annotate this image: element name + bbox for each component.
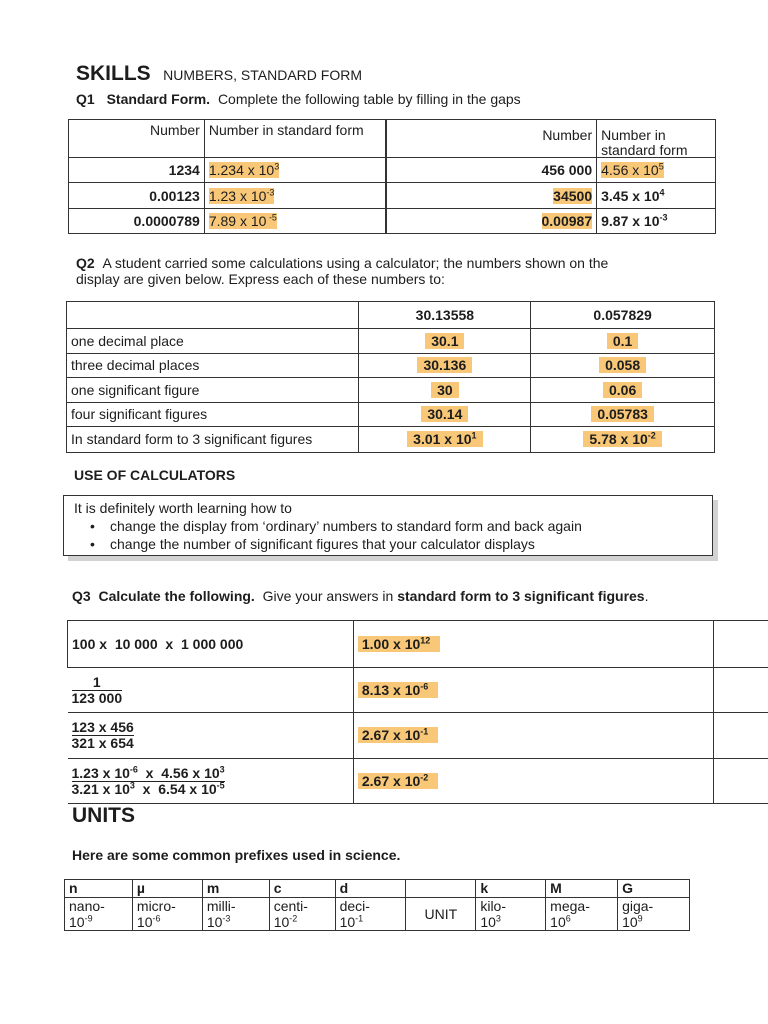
units-name-row: nano- micro- milli- centi- deci- UNIT kilo- mega- giga- <box>65 898 690 915</box>
q3-expression <box>68 668 354 713</box>
q1-instruction <box>76 91 521 107</box>
table-row <box>69 209 716 234</box>
q1-left-sf: 1.234 x $10^3$ <box>204 158 386 183</box>
q2-row-label: three decimal places <box>67 354 359 378</box>
q3-answer: 2.67 x $10^{-1}$ <box>353 713 713 759</box>
q3-fraction: $\frac{123 x 456}{321 x 654}$ <box>71 719 134 751</box>
q3-answer: 1.00 x $10^{12}$ <box>353 621 713 668</box>
q1-right-number: 0.00987 <box>386 209 597 234</box>
q2-row-label: In standard form to 3 significant figures <box>67 427 359 453</box>
q3-expression <box>68 713 354 759</box>
units-subheading: Here are some common prefixes used in science. <box>72 847 401 863</box>
q3-expression: 100 x 10 000 x 1 000 000 <box>68 621 354 668</box>
worksheet-header <box>76 62 362 86</box>
q3-fraction: $\frac{1.23 x 10^{-6} x 4.56 x 10^3}{3.21 x 10^3 x 6.54 x 10^{-5}}$ <box>71 764 225 797</box>
q1-left-header-sf: Number in standard form <box>204 120 386 158</box>
table-row <box>68 668 768 713</box>
table-row: one significant figure 30 0.06 <box>67 378 715 403</box>
table-row: one decimal place 30.1 0.1 <box>67 329 715 354</box>
table-row: four significant figures 30.14 0.05783 <box>67 403 715 427</box>
table-row <box>68 713 768 759</box>
q1-number: Q1 <box>76 91 95 107</box>
units-symbol-row: n µ m c d k M G <box>65 880 690 898</box>
q3-answer: 8.13 x $10^{-6}$ <box>353 668 713 713</box>
q1-left-sf: 1.23 x $10^{-3}$ <box>204 183 386 209</box>
table-row: three decimal places 30.136 0.058 <box>67 354 715 378</box>
units-prefix-table <box>64 879 690 931</box>
units-power-row: $10^{-9}$ $10^{-6}$ $10^{-3}$ $10^{-2}$ $10^{-1}$ $10^3$ $10^6$ $10^9$ <box>65 915 690 931</box>
calculators-heading: USE OF CALCULATORS <box>74 467 236 483</box>
q1-text: Complete the following table by filling in the gaps <box>217 91 521 107</box>
q3-answer: 2.67 x $10^{-2}$ <box>353 759 713 804</box>
q1-left-header-number: Number <box>69 120 205 158</box>
q1-left-number: 1234 <box>69 158 205 183</box>
q3-title: Calculate the following. <box>98 588 255 604</box>
q1-right-number: 34500 <box>386 183 597 209</box>
calculators-intro: It is definitely worth learning how to <box>74 500 292 516</box>
topic-heading: NUMBERS, STANDARD FORM <box>163 67 362 83</box>
q1-right-number: 456 000 <box>386 158 597 183</box>
units-heading: UNITS <box>72 804 135 827</box>
q1-header-row <box>69 120 716 158</box>
q3-number: Q3 <box>72 588 91 604</box>
q1-right-sf: 3.45 x $10^4$ <box>597 183 716 209</box>
table-row <box>68 759 768 804</box>
table-row <box>69 158 716 183</box>
table-row: In standard form to 3 significant figures 3.01 x $10^1$ 5.78 x $10^{-2}$ <box>67 427 715 453</box>
q3-instruction: Q3 Calculate the following. Give your answers in standard form to 3 significant figures. <box>72 588 649 604</box>
table-row <box>69 183 716 209</box>
q2-header-row <box>67 302 715 329</box>
q2-instruction: Q2 A student carried some calculations using a calculator; the numbers shown on the display are given below. Express each of these numbers to: <box>76 255 609 287</box>
calculators-box <box>63 495 713 556</box>
skills-heading: SKILLS <box>76 62 151 85</box>
q1-title: Standard Form. <box>106 91 211 107</box>
q2-row-label: four significant figures <box>67 403 359 427</box>
q1-standard-form-table <box>68 119 716 234</box>
q1-left-number: 0.00123 <box>69 183 205 209</box>
q2-col-header: 30.13558 <box>359 302 531 329</box>
q2-col-header: 0.057829 <box>531 302 715 329</box>
q2-row-label: one decimal place <box>67 329 359 354</box>
calculators-bullet: • change the number of significant figures that your calculator displays <box>64 535 712 553</box>
calculators-bullet: • change the display from ‘ordinary’ numbers to standard form and back again <box>64 517 712 535</box>
q3-fraction: $\frac{1}{123 000}$ <box>71 673 123 706</box>
q1-right-sf: 9.87 x $10^{-3}$ <box>597 209 716 234</box>
q3-calculation-table <box>67 620 768 804</box>
q2-number: Q2 <box>76 255 95 271</box>
q1-left-sf: 7.89 x 10 $^{-5}$ <box>204 209 386 234</box>
table-row <box>68 621 768 668</box>
q1-right-header-sf: Number in standard form <box>597 120 716 158</box>
q2-row-label: one significant figure <box>67 378 359 403</box>
q1-left-number: 0.0000789 <box>69 209 205 234</box>
q1-right-sf: 4.56 x $10^5$ <box>597 158 716 183</box>
q2-rounding-table <box>66 301 715 453</box>
q3-expression <box>68 759 354 804</box>
q1-right-header-number: Number <box>386 120 597 158</box>
